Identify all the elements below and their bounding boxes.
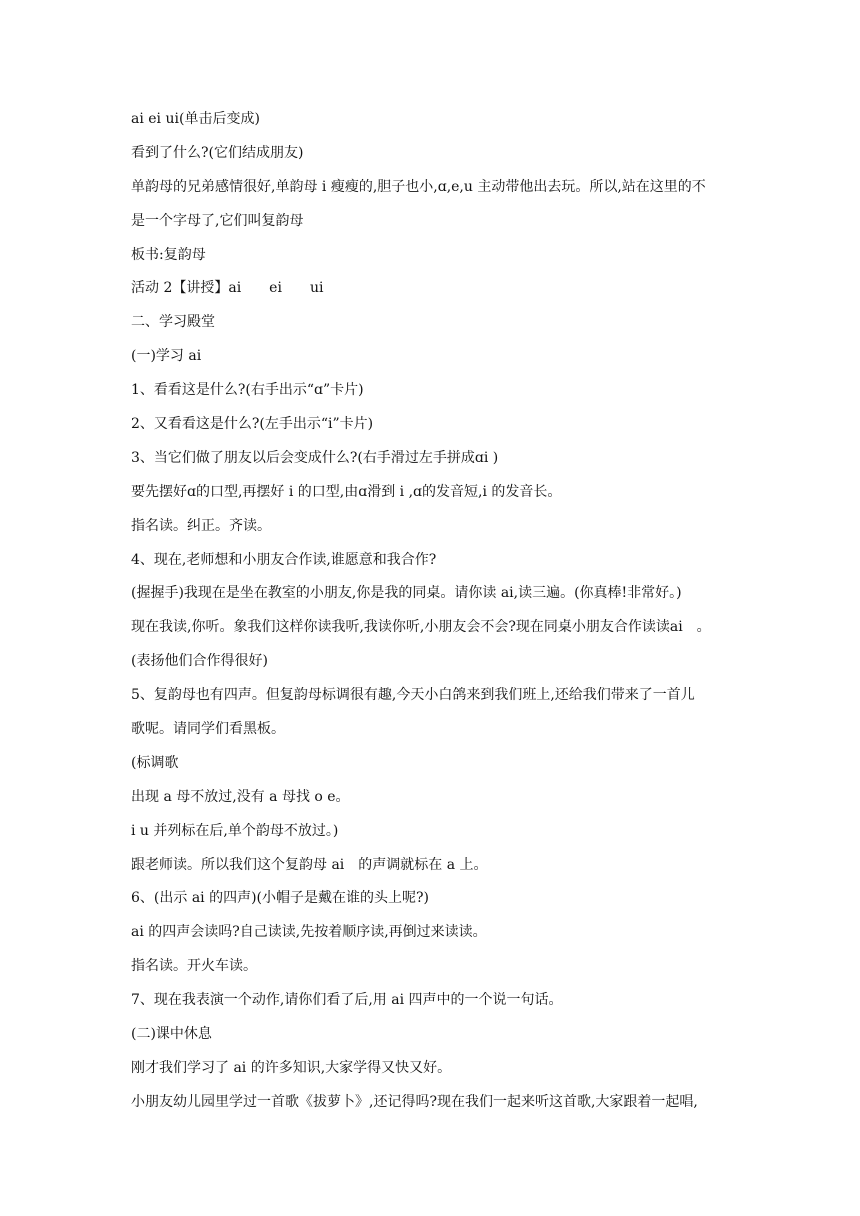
text-line: 指名读。开火车读。 [131, 958, 257, 975]
text-line: 单韵母的兄弟感情很好,单韵母 i 瘦瘦的,胆子也小,ɑ,e,u 主动带他出去玩。所以,站在这里的不 [131, 178, 706, 195]
text-line: 5、复韵母也有四声。但复韵母标调很有趣,今天小白鸽来到我们班上,还给我们带来了一首儿 [131, 687, 695, 704]
text-line: 歌呢。请同学们看黑板。 [131, 721, 285, 738]
text-line: ai 的四声会读吗?自己读读,先按着顺序读,再倒过来读读。 [131, 924, 487, 941]
document-body [131, 110, 731, 1127]
text-line: 现在我读,你听。象我们这样你读我听,我读你听,小朋友会不会?现在同桌小朋友合作读读ai 。 [131, 619, 711, 636]
subsection-heading: (二)课中休息 [131, 1026, 212, 1043]
text-line: 2、又看看这是什么?(左手出示“i”卡片) [131, 416, 374, 433]
text-line: ai ei ui(单击后变成) [131, 111, 260, 127]
text-line: 1、看看这是什么?(右手出示“ɑ”卡片) [131, 382, 364, 399]
text-line: (标调歌 [131, 754, 179, 771]
text-line: (表扬他们合作得很好) [131, 653, 268, 670]
section-heading: 二、学习殿堂 [131, 314, 215, 331]
text-line: 看到了什么?(它们结成朋友) [131, 144, 304, 161]
text-line: 7、现在我表演一个动作,请你们看了后,用 ai 四声中的一个说一句话。 [131, 992, 563, 1009]
section-heading: 活动 2【讲授】ai ei ui [131, 280, 324, 297]
text-line: (握握手)我现在是坐在教室的小朋友,你是我的同桌。请你读 ai,读三遍。(你真棒!非常好。) [131, 585, 682, 602]
text-line: 要先摆好ɑ的口型,再摆好 i 的口型,由ɑ滑到 i ,ɑ的发音短,i 的发音长。 [131, 483, 562, 500]
text-line: 指名读。纠正。齐读。 [131, 517, 271, 534]
text-line: 3、当它们做了朋友以后会变成什么?(右手滑过左手拼成ɑi ) [131, 449, 499, 466]
text-line: 板书:复韵母 [131, 246, 206, 263]
text-line: 4、现在,老师想和小朋友合作读,谁愿意和我合作? [131, 551, 437, 568]
text-line: 跟老师读。所以我们这个复韵母 ai 的声调就标在 a 上。 [131, 856, 488, 873]
text-line: 刚才我们学习了 ai 的许多知识,大家学得又快又好。 [131, 1059, 452, 1076]
subsection-heading: (一)学习 ai [131, 348, 202, 365]
text-line: i u 并列标在后,单个韵母不放过。) [131, 822, 339, 839]
text-line: 6、(出示 ai 的四声)(小帽子是戴在谁的头上呢?) [131, 890, 429, 907]
text-line: 出现 a 母不放过,没有 a 母找 o e。 [131, 788, 350, 805]
text-line: 是一个字母了,它们叫复韵母 [131, 212, 304, 229]
text-line: 小朋友幼儿园里学过一首歌《拔萝卜》,还记得吗?现在我们一起来听这首歌,大家跟着一起唱, [131, 1093, 698, 1110]
